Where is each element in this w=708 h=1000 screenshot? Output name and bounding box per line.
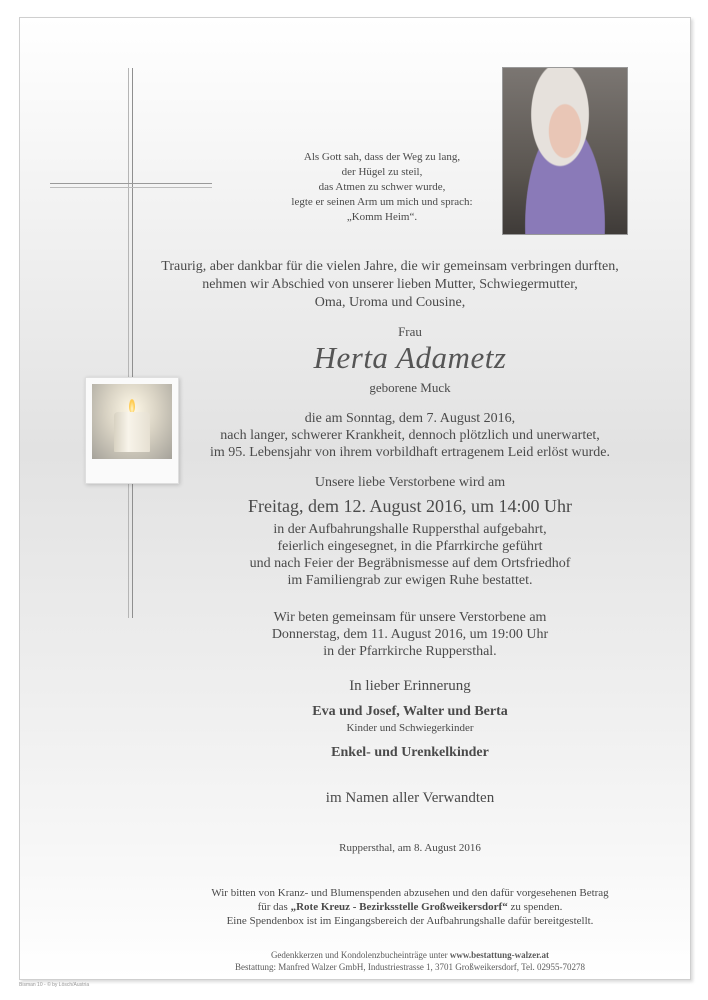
poem-line: „Komm Heim“. (346, 211, 418, 223)
ceremony-line: feierlich eingesegnet, in die Pfarrkirche geführt (277, 539, 543, 554)
candle-photo (92, 384, 172, 459)
prayer-text (180, 609, 640, 660)
footer-address: Bestattung: Manfred Walzer GmbH, Industriestrasse 1, 3701 Großweikersdorf, Tel. 02955-70278 (235, 962, 585, 972)
cross-vertical-line-2 (132, 68, 133, 618)
intro-line: Traurig, aber dankbar für die vielen Jahre, die wir gemeinsam verbringen durften, (161, 259, 619, 274)
donation-pre: für das (257, 901, 291, 913)
place-date: Ruppersthal, am 8. August 2016 (339, 842, 481, 854)
poem (262, 150, 502, 225)
donation-line: Eine Spendenbox ist im Eingangsbereich der Aufbahrungshalle dafür bereitgestellt. (226, 915, 594, 927)
prayer-line: in der Pfarrkirche Ruppersthal. (323, 644, 497, 659)
ceremony-line: im Familiengrab zur ewigen Ruhe bestattet. (287, 573, 533, 588)
prayer-line: Donnerstag, dem 11. August 2016, um 19:00 Uhr (271, 627, 549, 642)
prayer-line: Wir beten gemeinsam für unsere Verstorbene am (273, 610, 547, 625)
cross-vertical-line (128, 68, 129, 618)
ceremony-text (180, 521, 640, 589)
family-relatives: im Namen aller Verwandten (325, 790, 495, 806)
salutation: Frau (398, 324, 422, 339)
credit-text: Bisman 10 - © by Lösch/Austria (19, 982, 90, 988)
footer-pre: Gedenkkerzen und Kondolenzbucheinträge unter (270, 950, 450, 960)
deceased-name: Herta Adametz (313, 340, 507, 375)
cross-horizontal-line (50, 183, 212, 184)
ceremony-line: und nach Feier der Begräbnismesse auf dem Ortsfriedhof (249, 556, 571, 571)
donation-line: Wir bitten von Kranz- und Blumenspenden abzusehen und den dafür vorgesehenen Betrag (211, 887, 609, 899)
poem-line: legte er seinen Arm um mich und sprach: (291, 196, 473, 208)
intro-line: Oma, Uroma und Cousine, (314, 295, 466, 310)
poem-line: der Hügel zu steil, (341, 166, 423, 178)
ceremony-line: in der Aufbahrungshalle Ruppersthal aufgebahrt, (273, 522, 547, 537)
intro-text (150, 258, 630, 312)
poem-line: das Atmen zu schwer wurde, (318, 181, 446, 193)
donation-line (150, 900, 670, 914)
poem-line: Als Gott sah, dass der Weg zu lang, (303, 151, 461, 163)
death-text (180, 410, 640, 461)
cross-horizontal-line-2 (50, 187, 212, 188)
memory-heading: In lieber Erinnerung (349, 678, 471, 694)
candle-image (85, 377, 179, 484)
funeral-date: Freitag, dem 12. August 2016, um 14:00 Uhr (248, 496, 572, 516)
footer (150, 949, 670, 973)
death-line: die am Sonntag, dem 7. August 2016, (304, 411, 516, 426)
donation-post: zu spenden. (507, 901, 563, 913)
portrait-photo (502, 67, 628, 235)
candle-flame-icon (129, 399, 135, 413)
candle-body (114, 412, 150, 452)
death-line: im 95. Lebensjahr von ihrem vorbildhaft ertragenem Leid erlöst wurde. (209, 445, 611, 460)
family-children: Eva und Josef, Walter und Berta (312, 704, 508, 719)
footer-line (150, 949, 670, 961)
intro-line: nehmen wir Abschied von unserer lieben Mutter, Schwiegermutter, (202, 277, 578, 292)
funeral-intro: Unsere liebe Verstorbene wird am (314, 475, 506, 490)
donation-recipient: „Rote Kreuz - Bezirksstelle Großweikersdorf“ (290, 901, 508, 913)
birth-name: geborene Muck (369, 380, 451, 395)
family-children-subtitle: Kinder und Schwiegerkinder (346, 722, 474, 734)
death-line: nach langer, schwerer Krankheit, dennoch plötzlich und unerwartet, (220, 428, 600, 443)
donation-note (150, 886, 670, 928)
website-link[interactable]: www.bestattung-walzer.at (449, 950, 550, 960)
family-grandchildren: Enkel- und Urenkelkinder (331, 745, 489, 760)
